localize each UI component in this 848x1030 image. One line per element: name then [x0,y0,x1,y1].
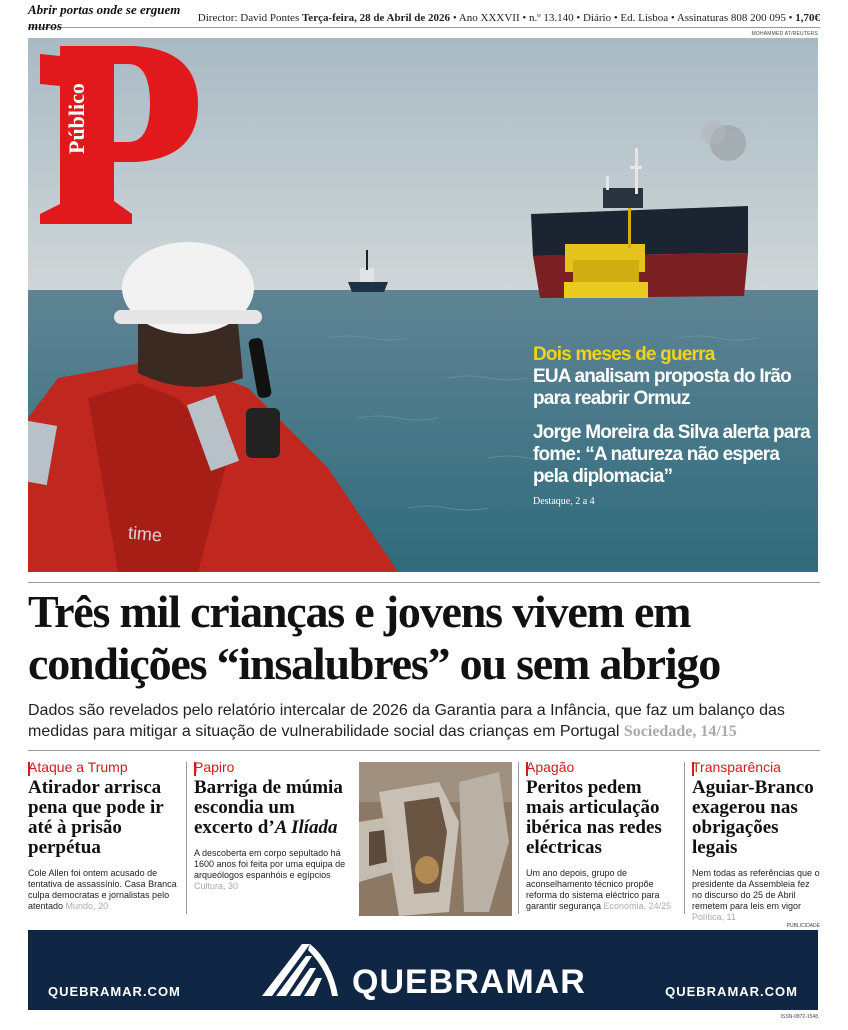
hero-headline-ormuz[interactable]: EUA analisam proposta do Irão para reabrir Ormuz [533,366,791,409]
ad-url-left[interactable]: QUEBRAMAR.COM [48,984,181,999]
slogan: Abrir portas onde se erguem muros [28,1,181,33]
story-headline[interactable] [194,778,349,838]
story-headline[interactable]: Aguiar-Branco exagerou nas obrigações legais [692,777,814,858]
logo-word: Público [64,83,89,154]
story-text [194,848,349,892]
hero-story[interactable] [533,344,813,507]
story-text-body: Um ano depois, grupo de aconselhamento técnico propõe reforma do sistema eléctrico para garantir segurança [526,868,660,911]
story-text-body: A descoberta em corpo sepultado há 1600 anos foi feita por uma equipa de arqueólogos espanhóis e egípcios [194,848,346,880]
story-section[interactable]: Cultura, 30 [194,881,239,891]
story-papiro[interactable] [194,758,349,892]
story-text-body: Nem todas as referências que o presidente da Assembleia fez no discurso do 25 de Abril remetem para leis em vigor [692,868,820,911]
price: 1,70€ [795,11,820,24]
story-headline-italic: A Ilíada [274,817,338,838]
publico-logo[interactable] [40,46,200,226]
ad-brand: QUEBRAMAR [352,963,586,1001]
story-kicker: Apagão [526,759,575,775]
story-transparencia[interactable] [692,758,822,923]
story-apagao[interactable] [526,758,676,912]
story-text [526,868,676,912]
ad-url-right[interactable]: QUEBRAMAR.COM [665,984,798,999]
hero-photo[interactable] [28,38,818,572]
story-text [692,868,822,923]
story-section[interactable]: Economia, 24/25 [603,901,672,911]
story-section[interactable]: Mundo, 20 [65,901,109,911]
story-text [28,868,178,912]
story-kicker: Transparência [692,759,781,775]
story-trump[interactable] [28,758,178,912]
ad-label: PUBLICIDADE [786,923,820,929]
issn: ISSN-0872-1548 [780,1014,818,1020]
masthead-info-post: • Ano XXXVII • n.º 13.140 • Diário • Ed. Lisboa • Assinaturas 808 200 095 • [450,11,796,24]
column-divider [518,762,519,914]
masthead-info [198,12,820,24]
issue-date: Terça-feira, 28 de Abril de 2026 [301,11,451,24]
hero-kicker: Dois meses de guerra [533,344,715,365]
masthead-info-pre: Director: David Pontes [197,11,302,24]
hero-page-ref: Destaque, 2 a 4 [533,496,595,507]
column-divider [684,762,685,914]
story-headline-text: Barriga de múmia escondia um excerto d’ [194,777,343,838]
masthead-bar [28,1,820,33]
story-kicker: Ataque a Trump [28,759,128,775]
vest-text: time [127,522,163,546]
column-divider [186,762,187,914]
divider [28,750,820,751]
quebramar-logo-icon [262,942,338,998]
hero-headline-fome[interactable]: Jorge Moreira da Silva alerta para fome: “A natureza não espera pela diplomacia” [533,422,810,487]
lead-subhead-text: Dados são revelados pelo relatório intercalar de 2026 da Garantia para a Infância, que faz um balanço das medidas para mitigar a situação de vulnerabilidade social das crianças em Portugal [28,702,785,740]
lead-section[interactable]: Sociedade, 14/15 [623,723,737,740]
lead-headline[interactable]: Três mil crianças e jovens vivem em condições “insalubres” ou sem abrigo [28,586,721,689]
lead-subhead [28,700,828,742]
mummy-photo[interactable] [359,762,512,916]
photo-credit: MOHAMMED AT/REUTERS [751,31,818,37]
story-headline[interactable]: Peritos pedem mais articulação ibérica nas redes eléctricas [526,777,662,858]
divider [28,582,820,583]
quebramar-ad[interactable] [28,930,818,1010]
story-text-body: Cole Allen foi ontem acusado de tentativa de assassínio. Casa Branca culpa democratas e jornalistas pelo atentado [28,868,177,911]
story-kicker: Papiro [194,759,235,775]
story-section[interactable]: Política, 11 [692,912,736,922]
mummy-photo-illustration [359,762,512,916]
story-headline[interactable]: Atirador arrisca pena que pode ir até à prisão perpétua [28,777,164,858]
